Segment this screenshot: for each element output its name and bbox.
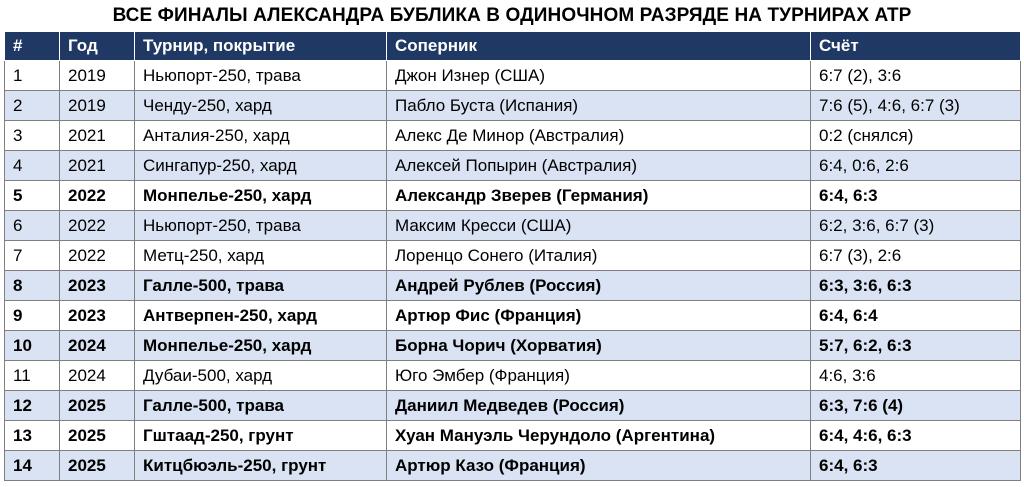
cell-score: 6:7 (3), 2:6: [811, 241, 1021, 271]
cell-opponent: Алексей Попырин (Австралия): [387, 151, 811, 181]
cell-score: 6:3, 7:6 (4): [811, 391, 1021, 421]
cell-opponent: Андрей Рублев (Россия): [387, 271, 811, 301]
cell-number: 10: [5, 331, 60, 361]
cell-number: 11: [5, 361, 60, 391]
cell-number: 9: [5, 301, 60, 331]
cell-opponent: Хуан Мануэль Черундоло (Аргентина): [387, 421, 811, 451]
cell-tournament: Ньюпорт-250, трава: [135, 61, 387, 91]
column-header-number: #: [5, 32, 60, 61]
cell-score: 6:7 (2), 3:6: [811, 61, 1021, 91]
cell-score: 6:3, 3:6, 6:3: [811, 271, 1021, 301]
cell-number: 7: [5, 241, 60, 271]
cell-opponent: Максим Кресси (США): [387, 211, 811, 241]
page-title: ВСЕ ФИНАЛЫ АЛЕКСАНДРА БУБЛИКА В ОДИНОЧНОМ РАЗРЯДЕ НА ТУРНИРАХ ATP: [112, 5, 912, 26]
cell-tournament: Ньюпорт-250, трава: [135, 211, 387, 241]
cell-number: 14: [5, 451, 60, 481]
cell-tournament: Галле-500, трава: [135, 391, 387, 421]
cell-year: 2025: [60, 451, 135, 481]
cell-tournament: Галле-500, трава: [135, 271, 387, 301]
cell-year: 2024: [60, 361, 135, 391]
table-row: [5, 301, 1021, 331]
cell-opponent: Джон Изнер (США): [387, 61, 811, 91]
cell-score: 6:4, 4:6, 6:3: [811, 421, 1021, 451]
table-header: [5, 32, 1021, 61]
table-row: [5, 181, 1021, 211]
cell-score: 7:6 (5), 4:6, 6:7 (3): [811, 91, 1021, 121]
table-row: [5, 361, 1021, 391]
cell-tournament: Дубаи-500, хард: [135, 361, 387, 391]
cell-year: 2025: [60, 391, 135, 421]
cell-opponent: Лоренцо Сонего (Италия): [387, 241, 811, 271]
table-row: [5, 451, 1021, 481]
cell-score: 4:6, 3:6: [811, 361, 1021, 391]
table-row: [5, 91, 1021, 121]
cell-tournament: Метц-250, хард: [135, 241, 387, 271]
cell-opponent: Юго Эмбер (Франция): [387, 361, 811, 391]
cell-tournament: Китцбюэль-250, грунт: [135, 451, 387, 481]
cell-number: 2: [5, 91, 60, 121]
table-row: [5, 121, 1021, 151]
cell-opponent: Артюр Фис (Франция): [387, 301, 811, 331]
cell-number: 6: [5, 211, 60, 241]
cell-score: 6:4, 6:3: [811, 451, 1021, 481]
cell-number: 13: [5, 421, 60, 451]
cell-year: 2024: [60, 331, 135, 361]
cell-score: 6:4, 0:6, 2:6: [811, 151, 1021, 181]
cell-year: 2023: [60, 301, 135, 331]
cell-number: 8: [5, 271, 60, 301]
cell-year: 2019: [60, 91, 135, 121]
table-row: [5, 391, 1021, 421]
cell-score: 6:4, 6:4: [811, 301, 1021, 331]
column-header-year: Год: [60, 32, 135, 61]
cell-tournament: Антверпен-250, хард: [135, 301, 387, 331]
cell-year: 2019: [60, 61, 135, 91]
cell-tournament: Ченду-250, хард: [135, 91, 387, 121]
cell-score: 5:7, 6:2, 6:3: [811, 331, 1021, 361]
cell-number: 1: [5, 61, 60, 91]
table-row: [5, 271, 1021, 301]
cell-opponent: Александр Зверев (Германия): [387, 181, 811, 211]
cell-opponent: Борна Чорич (Хорватия): [387, 331, 811, 361]
table-row: [5, 241, 1021, 271]
header-row: [5, 32, 1021, 61]
column-header-score: Счёт: [811, 32, 1021, 61]
cell-opponent: Алекс Де Минор (Австралия): [387, 121, 811, 151]
cell-opponent: Артюр Казо (Франция): [387, 451, 811, 481]
cell-year: 2025: [60, 421, 135, 451]
cell-year: 2021: [60, 151, 135, 181]
cell-score: 6:2, 3:6, 6:7 (3): [811, 211, 1021, 241]
cell-tournament: Гштаад-250, грунт: [135, 421, 387, 451]
cell-score: 6:4, 6:3: [811, 181, 1021, 211]
cell-year: 2022: [60, 241, 135, 271]
finals-table: [4, 31, 1021, 481]
cell-opponent: Пабло Буста (Испания): [387, 91, 811, 121]
cell-number: 4: [5, 151, 60, 181]
table-row: [5, 151, 1021, 181]
cell-tournament: Анталия-250, хард: [135, 121, 387, 151]
column-header-opponent: Соперник: [387, 32, 811, 61]
cell-year: 2021: [60, 121, 135, 151]
table-row: [5, 421, 1021, 451]
column-header-tournament: Турнир, покрытие: [135, 32, 387, 61]
cell-year: 2022: [60, 181, 135, 211]
cell-score: 0:2 (снялся): [811, 121, 1021, 151]
cell-opponent: Даниил Медведев (Россия): [387, 391, 811, 421]
cell-number: 5: [5, 181, 60, 211]
cell-tournament: Монпелье-250, хард: [135, 181, 387, 211]
cell-number: 3: [5, 121, 60, 151]
table-body: [5, 61, 1021, 481]
cell-year: 2022: [60, 211, 135, 241]
cell-tournament: Сингапур-250, хард: [135, 151, 387, 181]
cell-tournament: Монпелье-250, хард: [135, 331, 387, 361]
table-row: [5, 331, 1021, 361]
table-row: [5, 61, 1021, 91]
table-row: [5, 211, 1021, 241]
cell-number: 12: [5, 391, 60, 421]
cell-year: 2023: [60, 271, 135, 301]
